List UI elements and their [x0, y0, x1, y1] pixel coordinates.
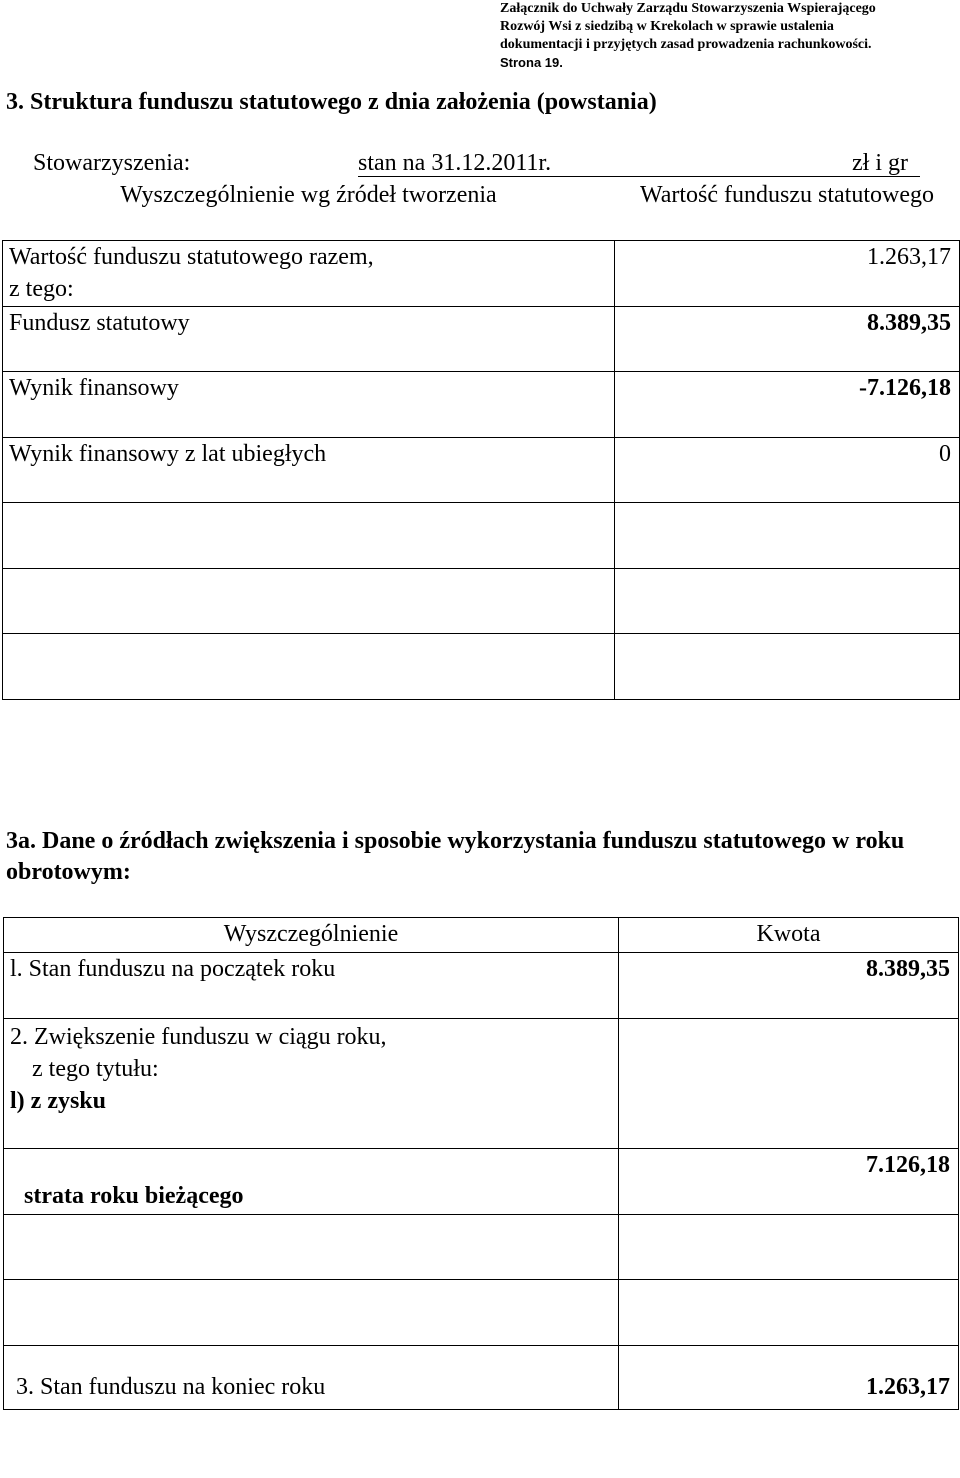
- row-value-increase: [619, 1019, 959, 1149]
- table-row-empty: [4, 1280, 959, 1346]
- column-header-item: Wyszczególnienie: [4, 918, 619, 953]
- table-row-empty: [3, 633, 960, 699]
- organization-label: Stowarzyszenia:: [33, 150, 191, 176]
- page-number: Strona 19.: [500, 55, 563, 70]
- row-label-line: Wartość funduszu statutowego razem,: [9, 243, 374, 270]
- attachment-note-line: Załącznik do Uchwały Zarządu Stowarzyszenia Wspierającego: [500, 1, 876, 16]
- balance-date-label: stan na 31.12.2011r.: [358, 150, 552, 176]
- table-row: [3, 371, 960, 437]
- table-row-empty: [4, 1215, 959, 1280]
- row-value-financial-result: -7.126,18: [615, 371, 960, 437]
- row-value-closing-balance: 1.263,17: [619, 1346, 959, 1410]
- attachment-note-line: Rozwój Wsi z siedzibą w Krekolach w sprawie ustalenia: [500, 19, 834, 34]
- row-label-line: l) z zysku: [10, 1088, 106, 1114]
- fund-structure-table: [2, 177, 960, 700]
- row-value-total: 1.263,17: [615, 240, 960, 306]
- section-3a-title: 3a. Dane o źródłach zwiększenia i sposobie wykorzystania funduszu statutowego w roku obrotowym:: [6, 828, 905, 885]
- table-row: [4, 1149, 959, 1215]
- row-label-closing-balance: 3. Stan funduszu na koniec roku: [4, 1346, 619, 1410]
- row-value-opening-balance: 8.389,35: [619, 953, 959, 1019]
- table-row-empty: [3, 568, 960, 633]
- section-3-title: 3. Struktura funduszu statutowego z dnia założenia (powstania): [6, 89, 657, 115]
- table-row: [4, 953, 959, 1019]
- row-label-opening-balance: l. Stan funduszu na początek roku: [4, 953, 619, 1019]
- row-value-prior-years-result: 0: [615, 437, 960, 502]
- currency-unit-label: zł i gr: [852, 150, 908, 176]
- row-label-line: 2. Zwiększenie funduszu w ciągu roku,: [10, 1024, 387, 1050]
- attachment-note: [500, 0, 955, 72]
- row-label-financial-result: Wynik finansowy: [3, 371, 615, 437]
- table-row: [3, 306, 960, 371]
- table-header-row: [3, 177, 960, 240]
- row-label-statutory-fund: Fundusz statutowy: [3, 306, 615, 371]
- table-row: [3, 240, 960, 306]
- table-row-empty: [3, 502, 960, 568]
- column-header-value: Wartość funduszu statutowego: [615, 177, 960, 240]
- row-label-prior-years-result: Wynik finansowy z lat ubiegłych: [3, 437, 615, 502]
- row-label-total: [3, 240, 615, 306]
- row-label-current-loss: strata roku bieżącego: [4, 1149, 619, 1215]
- row-value-current-loss: 7.126,18: [619, 1149, 959, 1215]
- table-row: [4, 1019, 959, 1149]
- row-label-line: z tego tytułu:: [32, 1056, 159, 1082]
- fund-changes-table: [3, 917, 959, 1410]
- attachment-note-line: dokumentacji i przyjętych zasad prowadzenia rachunkowości.: [500, 37, 872, 52]
- table-header-row: [4, 918, 959, 953]
- row-label-line: z tego:: [9, 275, 74, 302]
- row-label-increase: [4, 1019, 619, 1149]
- table-row: [4, 1346, 959, 1410]
- column-header-amount: Kwota: [619, 918, 959, 953]
- table-row: [3, 437, 960, 502]
- row-value-statutory-fund: 8.389,35: [615, 306, 960, 371]
- column-header-source: Wyszczególnienie wg źródeł tworzenia: [3, 177, 615, 240]
